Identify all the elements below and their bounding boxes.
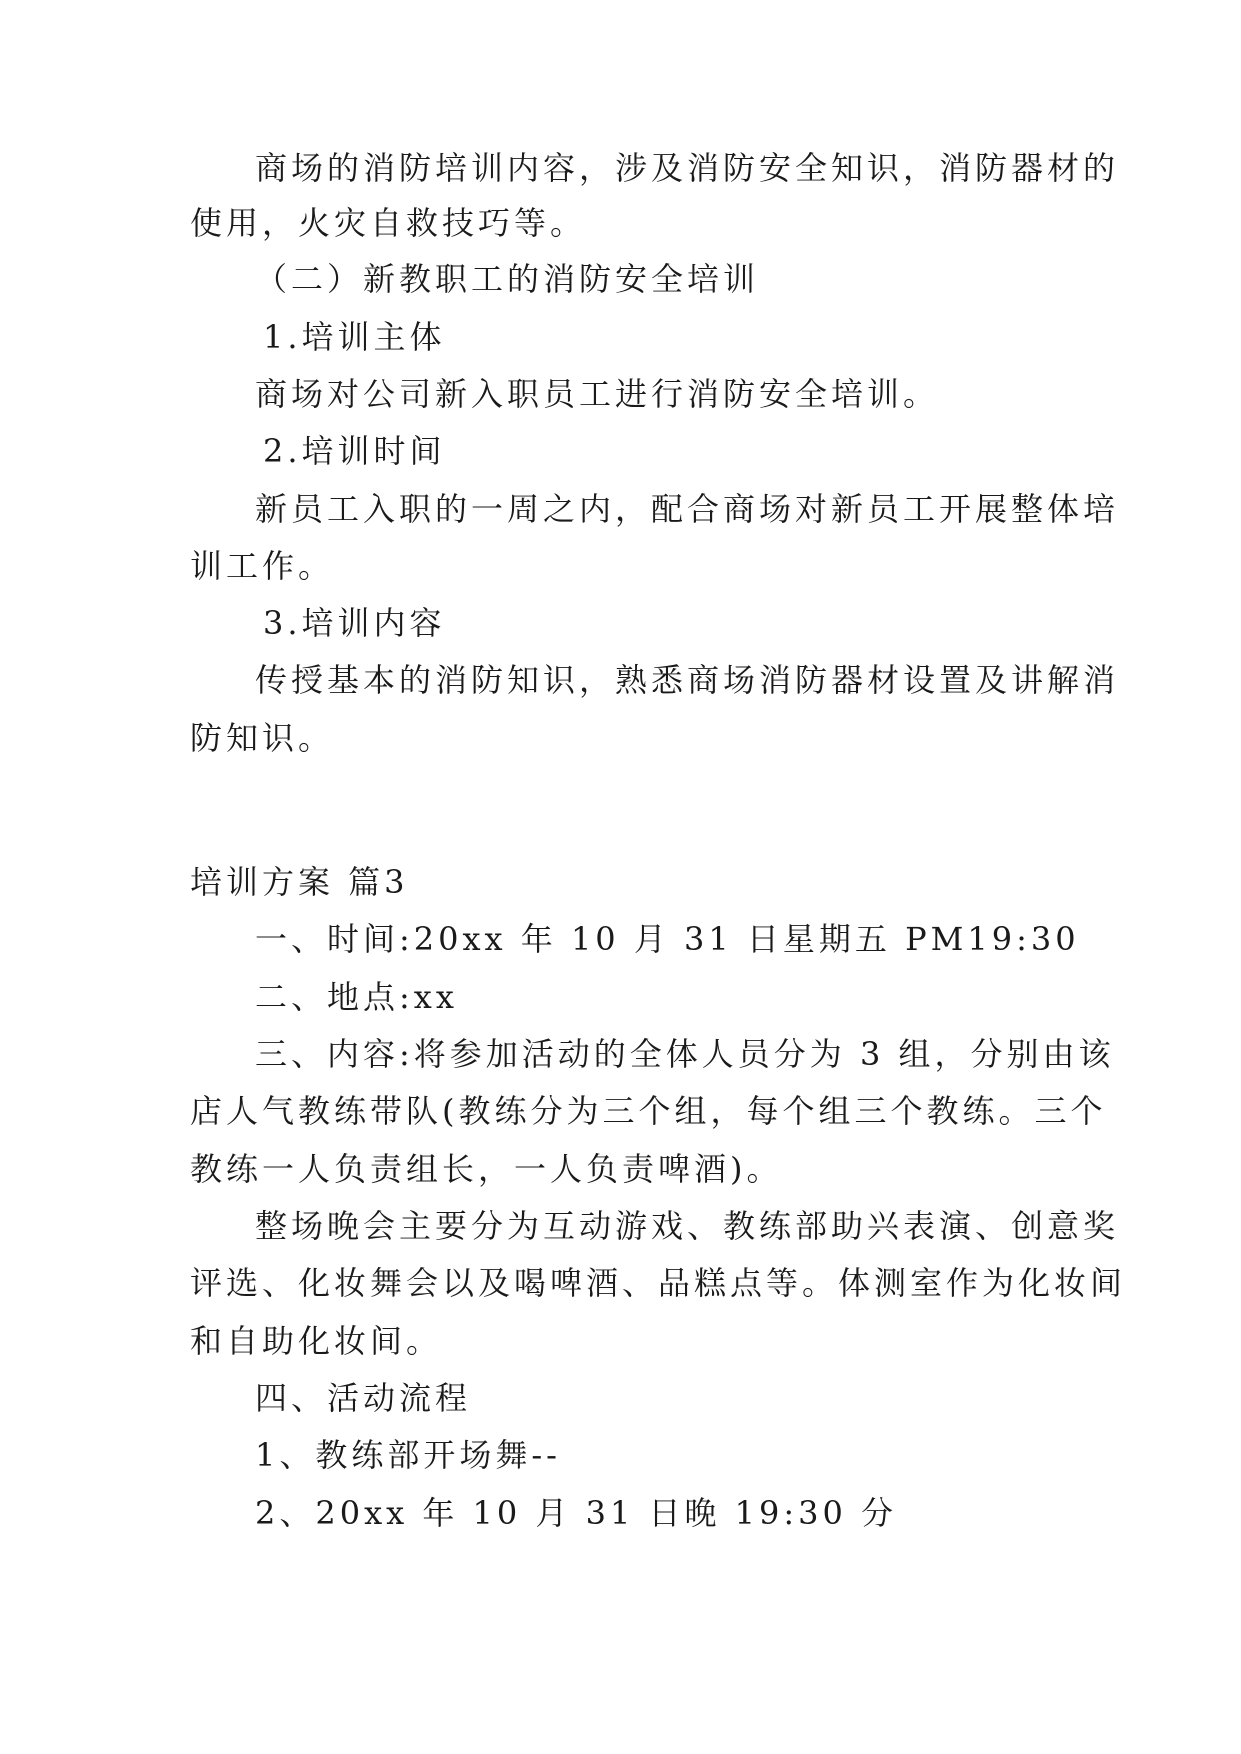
paragraph-line: 商场的消防培训内容，涉及消防安全知识，消防器材的 [255, 149, 1120, 187]
process-item: 2、20xx 年 10 月 31 日晚 19:30 分 [255, 1494, 898, 1532]
time-line: 一、时间:20xx 年 10 月 31 日星期五 PM19:30 [255, 920, 1080, 958]
paragraph-line: 店人气教练带队(教练分为三个组，每个组三个教练。三个 [190, 1092, 1107, 1130]
process-item: 1、教练部开场舞-- [255, 1436, 561, 1474]
paragraph-line: 新员工入职的一周之内，配合商场对新员工开展整体培 [255, 490, 1120, 528]
section-heading: （二）新教职工的消防安全培训 [255, 260, 760, 298]
plan-title: 培训方案 篇3 [190, 863, 409, 901]
paragraph-line: 训工作。 [190, 547, 335, 585]
place-line: 二、地点:xx [255, 978, 458, 1016]
item-heading: 2.培训时间 [263, 432, 446, 470]
item-heading: 1.培训主体 [263, 318, 446, 356]
paragraph-line: 传授基本的消防知识，熟悉商场消防器材设置及讲解消 [255, 661, 1120, 699]
paragraph-line: 整场晚会主要分为互动游戏、教练部助兴表演、创意奖 [255, 1207, 1120, 1245]
paragraph-line: 教练一人负责组长，一人负责啤酒)。 [190, 1150, 783, 1188]
paragraph-line: 评选、化妆舞会以及喝啤酒、品糕点等。体测室作为化妆间 [190, 1264, 1127, 1302]
paragraph-line: 和自助化妆间。 [190, 1322, 443, 1360]
section-heading: 四、活动流程 [255, 1379, 472, 1417]
paragraph-line: 商场对公司新入职员工进行消防安全培训。 [255, 375, 940, 413]
paragraph-line: 三、内容:将参加活动的全体人员分为 3 组，分别由该 [255, 1035, 1115, 1073]
paragraph-line: 防知识。 [190, 719, 335, 757]
paragraph-line: 使用，火灾自救技巧等。 [190, 204, 587, 242]
item-heading: 3.培训内容 [263, 604, 446, 642]
